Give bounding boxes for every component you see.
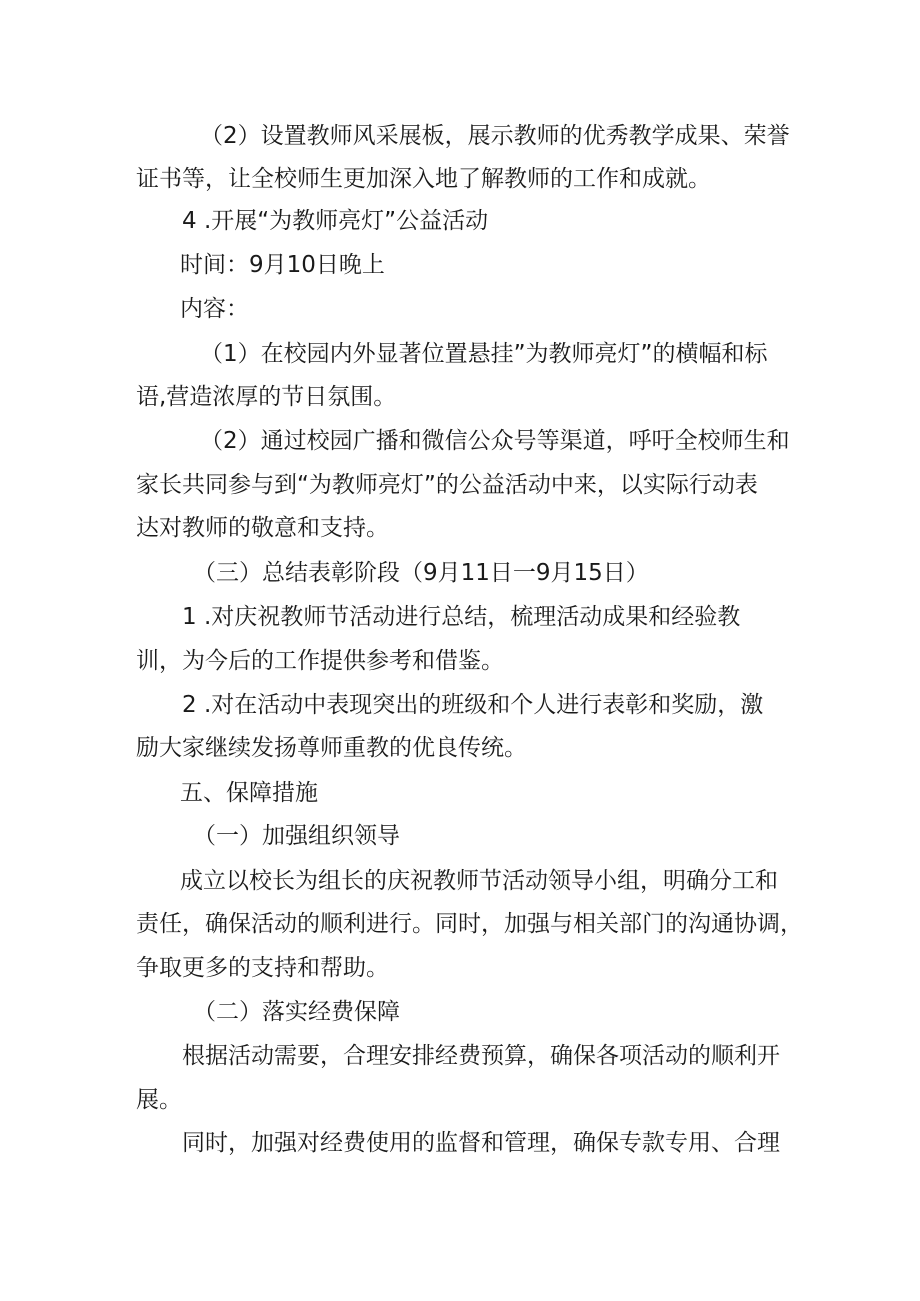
paragraph-line: 家长共同参与到“为教师亮灯”的公益活动中来，以实际行动表 [136,472,758,498]
paragraph-line: 达对教师的敬意和支持。 [136,515,389,541]
paragraph-line: 根据活动需要，合理安排经费预算，确保各项活动的顺利开 [182,1043,780,1069]
paragraph-line: 证书等，让全校师生更加深入地了解教师的工作和成就。 [136,166,711,192]
paragraph-line: 训，为今后的工作提供参考和借鉴。 [136,648,504,674]
paragraph-line: 成立以校长为组长的庆祝教师节活动领导小组，明确分工和 [180,868,778,894]
paragraph-line: 2 .对在活动中表现突出的班级和个人进行表彰和奖励，激 [182,692,764,718]
section-heading: 4 .开展“为教师亮灯”公益活动 [182,208,489,234]
time-line: 时间：9月10日晚上 [180,252,385,278]
paragraph-line: （2）通过校园广播和微信公众号等渠道，呼吁全校师生和 [200,428,790,454]
paragraph-line: 责任，确保活动的顺利进行。同时，加强与相关部门的沟通协调， [136,911,803,937]
subsection-heading: （一）加强组织领导 [193,823,400,849]
paragraph-line: （2）设置教师风采展板，展示教师的优秀教学成果、荣誉 [200,123,790,149]
paragraph-line: 展。 [136,1087,182,1113]
paragraph-line: 语,营造浓厚的节日氛围。 [136,384,397,410]
paragraph-line: （1）在校园内外显著位置悬挂”为教师亮灯”的横幅和标 [200,341,768,367]
paragraph-line: 争取更多的支持和帮助。 [136,955,389,981]
section-heading: （三）总结表彰阶段（9月11日一9月15日） [193,560,649,586]
content-label: 内容： [180,296,249,322]
paragraph-line: 同时，加强对经费使用的监督和管理，确保专款专用、合理 [182,1130,780,1156]
paragraph-line: 1 .对庆祝教师节活动进行总结，梳理活动成果和经验教 [182,604,741,630]
paragraph-line: 励大家继续发扬尊师重教的优良传统。 [136,735,527,761]
subsection-heading: （二）落实经费保障 [193,999,400,1025]
section-heading: 五、保障措施 [180,780,318,806]
